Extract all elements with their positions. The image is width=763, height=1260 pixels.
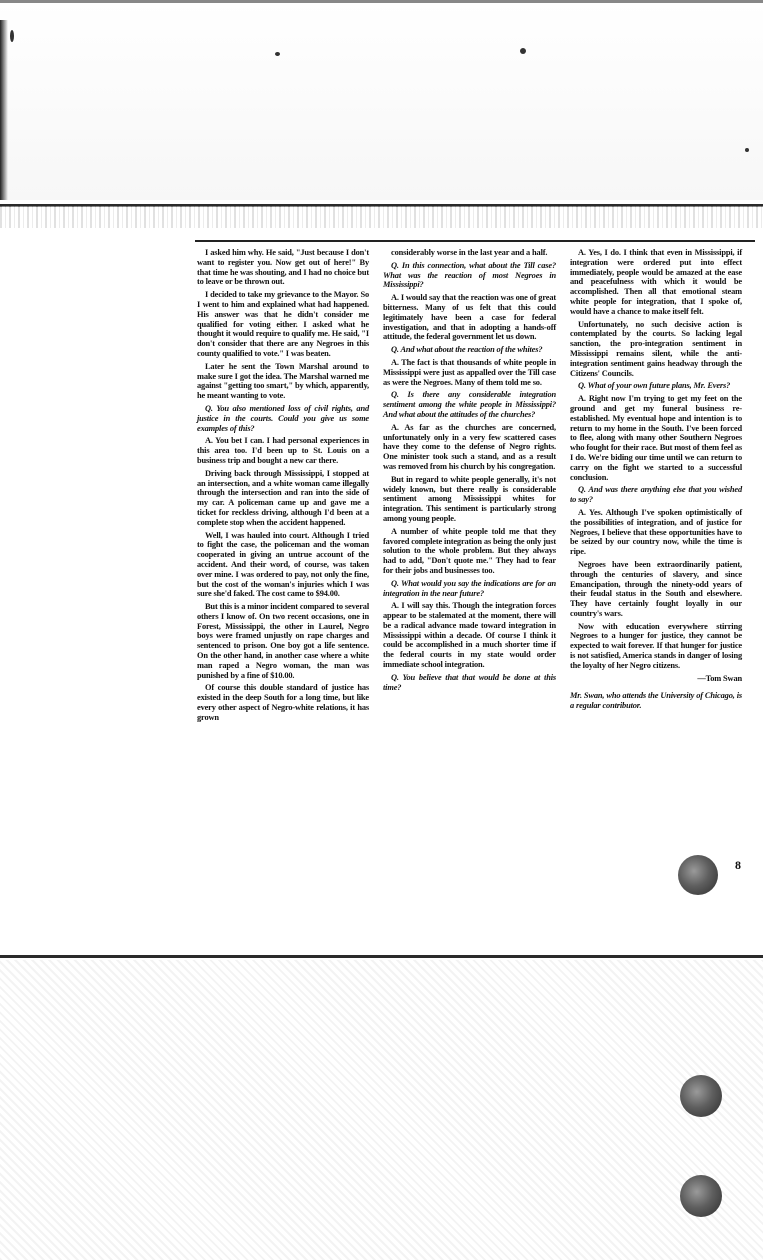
binder-hole-icon [680, 1075, 722, 1117]
paragraph: But in regard to white people generally, it's not widely known, but there really is considerable sentiment among Mississippi whites for integration. This sentiment is particularly strong among young people. [383, 474, 556, 523]
interview-question: Q. In this connection, what about the Till case? What was the reaction of most Negroes in Mississippi? [383, 260, 556, 290]
paragraph: A. The fact is that thousands of white people in Mississippi were just as appalled over the Till case as were the Negroes. Many of them told me so. [383, 357, 556, 387]
paragraph: A. I would say that the reaction was one of great bitterness. Many of us felt that this could legitimately have been a case for federal investigation, and that in adopting a hands-off attitude, the federal government let us down. [383, 293, 556, 342]
page-fold-line-lower [0, 955, 763, 958]
paragraph: Unfortunately, no such decisive action is contemplated by the courts. So lacking legal sanction, the pro-integration sentiment in Mississippi remains silent, while the anti-integration sentiment gains headway through the Citizens' Councils. [570, 319, 742, 378]
paragraph: A. You bet I can. I had personal experiences in this area too. I'd been up to St. Louis on a business trip and bought a new car there. [197, 436, 369, 465]
paragraph: I asked him why. He said, "Just because I don't want to register you. Now get out of here!" By that time he was shouting, and I had no choice but to leave or be thrown out. [197, 248, 369, 287]
paragraph: considerably worse in the last year and a half. [391, 248, 548, 257]
interview-question: Q. What of your own future plans, Mr. Evers? [578, 381, 731, 391]
paragraph: Driving back through Mississippi, I stopped at an intersection, and a white woman came illegally through the intersection and ran into the side of my car. A policeman came up and gave me a ticket for reckless driving, although I'd been at a complete stop when the accident happened. [197, 468, 369, 527]
paragraph: A number of white people told me that they favored complete integration as being the only just solution to the whole problem. But they always had to add, "Don't quote me." They had to fear for their jobs and businesses too. [383, 526, 556, 575]
paragraph: A. As far as the churches are concerned, unfortunately only in a very few scattered cases have they come to the defense of Negro rights. One minister took such a stand, and as a result was removed from his church by his congregation. [383, 422, 556, 471]
author-bio: Mr. Swan, who attends the University of Chicago, is a regular contributor. [570, 691, 742, 711]
paragraph: But this is a minor incident compared to several others I know of. On two recent occasions, one in Forest, Mississippi, the other in Laurel, Negro boys were framed unjustly on rape charges and sentenced to prison. One boy got a life sentence. On the other hand, in another case where a white man raped a Negro woman, the man was punished by a fine of $10.00. [197, 602, 369, 680]
interview-question: Q. You also mentioned loss of civil rights, and justice in the courts. Could you give us some examples of this? [197, 403, 369, 433]
paragraph: A. Yes, I do. I think that even in Mississippi, if integration were ordered put into effect immediately, people would be amazed at the ease and peacefulness with which it would be accomplished. Then all that emotional steam white people for integration, that I spoke of, would have a chance to make itself felt. [570, 248, 742, 316]
paragraph: Negroes have been extraordinarily patient, through the centuries of slavery, and since Emancipation, through the ninety-odd years of their feudal status in the South and elsewhere. They have certainly fought loyally in our country's wars. [570, 559, 742, 618]
paragraph: Well, I was hauled into court. Although I tried to fight the case, the policeman and the woman cooperated in giving an untrue account of the accident. And their word, of course, was taken over mine. I was ordered to pay, not only the fine, but the cost of the woman's injuries which I was sure she'd faked. The cost came to $94.00. [197, 530, 369, 599]
scan-speck [745, 148, 749, 152]
interview-question: Q. And was there anything else that you wished to say? [570, 485, 742, 505]
article-column-2 [383, 248, 556, 695]
scan-top-edge [0, 0, 763, 3]
scan-left-shadow [0, 20, 8, 200]
paragraph: Later he sent the Town Marshal around to make sure I got the idea. The Marshal warned me against "getting too smart," by which, apparently, he meant wanting to vote. [197, 361, 369, 401]
scan-speck [520, 48, 526, 54]
paragraph: Now with education everywhere stirring Negroes to a hunger for justice, they cannot be expected to wait forever. If that hunger for justice is not satisfied, America stands in danger of losing the loyalty of her Negro citizens. [570, 621, 742, 670]
paragraph: Of course this double standard of justice has existed in the deep South for a long time, but like every other aspect of Negro-white relations, it has grown [197, 683, 369, 722]
paragraph: I decided to take my grievance to the Mayor. So I went to him and explained what had happened. His answer was that he didn't consider me qualified for voting either. I asked what he thought it would require to qualify me. He said, "I don't consider that there are any Negroes in this county qualified to vote." I was beaten. [197, 290, 369, 358]
interview-question: Q. What would you say the indications are for an integration in the near future? [383, 578, 556, 598]
page-number: 8 [735, 858, 741, 872]
article-column-1 [197, 248, 369, 726]
article-top-rule [195, 240, 755, 242]
scan-noise-band [0, 206, 763, 228]
article-column-3 [570, 248, 742, 714]
interview-question: Q. You believe that that would be done at this time? [383, 672, 556, 692]
blank-top-margin [0, 0, 763, 200]
scan-speck [275, 52, 280, 56]
paragraph: A. Yes. Although I've spoken optimistically of the possibilities of integration, and of justice for Negroes, I believe that these opportunities have to be seized by our country now, while the time is ripe. [570, 507, 742, 557]
author-signature: —Tom Swan [697, 673, 742, 683]
blank-lower-page [0, 960, 763, 1260]
paragraph: A. I will say this. Though the integration forces appear to be stalemated at the moment, there will be a radical advance made toward integration in Mississippi within a decade. Of course I think it could be accomplished in a much shorter time if the federal courts in my state would order immediate school integration. [383, 601, 556, 670]
binder-hole-icon [680, 1175, 722, 1217]
interview-question: Q. Is there any considerable integration sentiment among the white people in Mississippi? And what about the attitudes of the churches? [383, 390, 556, 419]
interview-question: Q. And what about the reaction of the whites? [391, 345, 543, 355]
binder-hole-icon [678, 855, 718, 895]
scan-speck [10, 30, 14, 42]
paragraph: A. Right now I'm trying to get my feet on the ground and get my funeral business re-established. My eventual hope and intention is to return to my home in the South. I've been forced to flee, along with many other Southern Negroes who fought for their race. But most of them feel as I do. We're biding our time until we can return to carry on the fight we started to a successful conclusion. [570, 394, 742, 482]
